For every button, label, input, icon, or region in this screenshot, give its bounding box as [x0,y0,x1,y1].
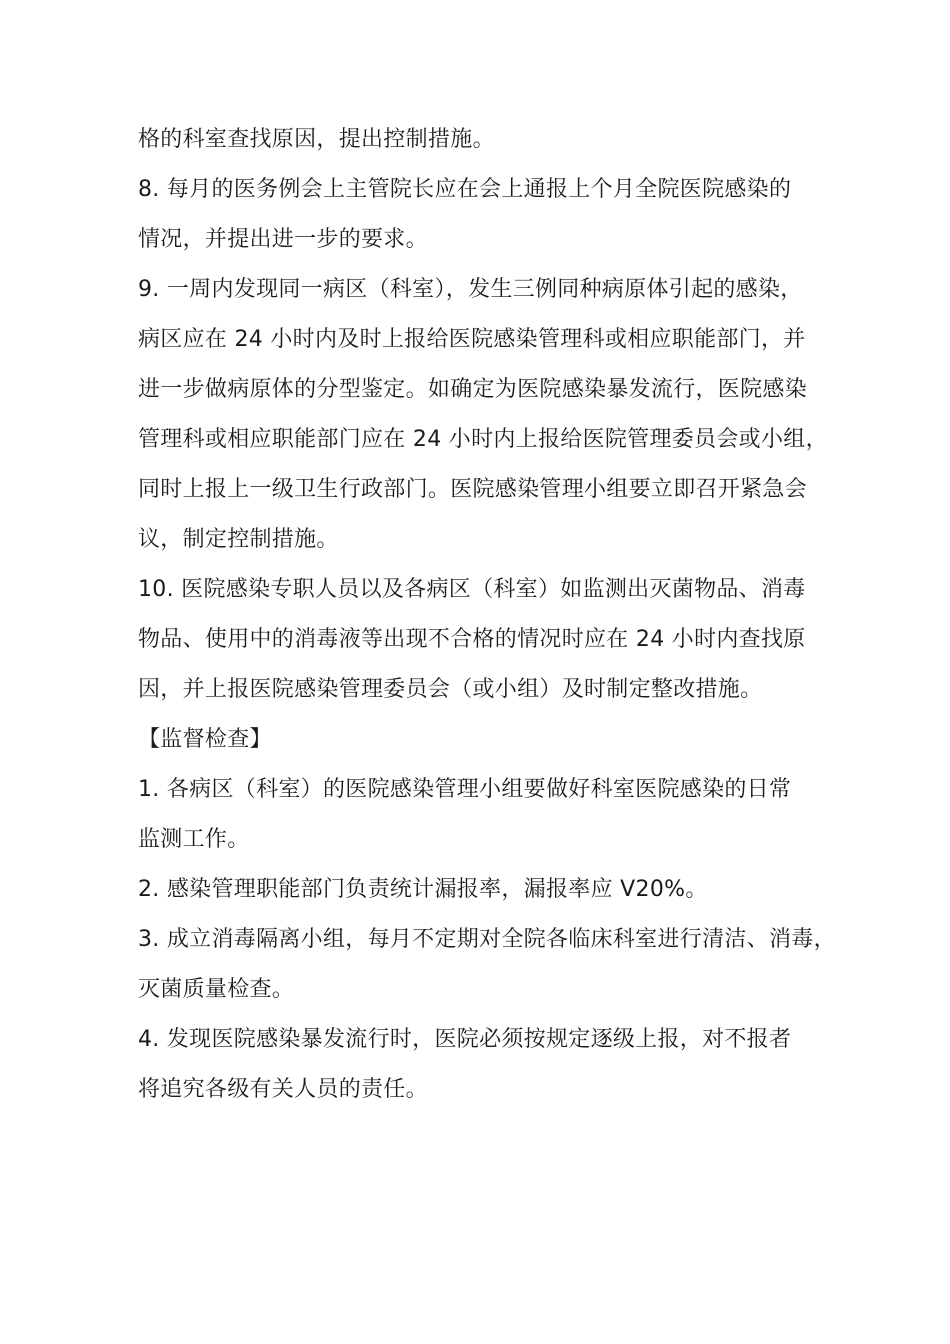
text-line: 将追究各级有关人员的责任。 [138,1077,428,1102]
text-line: 灭菌质量检查。 [138,977,295,1002]
text-line: 格的科室查找原因，提出控制措施。 [138,127,495,152]
text-line: 情况，并提出进一步的要求。 [138,227,428,252]
text-line: 10. 医院感染专职人员以及各病区（科室）如监测出灭菌物品、消毒 [138,577,806,602]
text-line: 3. 成立消毒隔离小组，每月不定期对全院各临床科室进行清洁、消毒， [138,927,836,952]
text-line: 1. 各病区（科室）的医院感染管理小组要做好科室医院感染的日常 [138,777,792,802]
text-line: 议，制定控制措施。 [138,527,339,552]
text-line: 管理科或相应职能部门应在 24 小时内上报给医院管理委员会或小组， [138,427,828,452]
text-line: 物品、使用中的消毒液等出现不合格的情况时应在 24 小时内查找原 [138,627,806,652]
text-line: 因，并上报医院感染管理委员会（或小组）及时制定整改措施。 [138,677,763,702]
text-line: 同时上报上一级卫生行政部门。医院感染管理小组要立即召开紧急会 [138,477,808,502]
text-line: 8. 每月的医务例会上主管院长应在会上通报上个月全院医院感染的 [138,177,792,202]
text-line: 4. 发现医院感染暴发流行时，医院必须按规定逐级上报，对不报者 [138,1027,792,1052]
text-line: 9. 一周内发现同一病区（科室），发生三例同种病原体引起的感染， [138,277,803,302]
text-line: 监测工作。 [138,827,250,852]
text-line: 病区应在 24 小时内及时上报给医院感染管理科或相应职能部门，并 [138,327,806,352]
text-line: 进一步做病原体的分型鉴定。如确定为医院感染暴发流行，医院感染 [138,377,808,402]
text-line: 2. 感染管理职能部门负责统计漏报率，漏报率应 V20%。 [138,877,708,902]
section-heading: 【监督检查】 [138,727,272,752]
